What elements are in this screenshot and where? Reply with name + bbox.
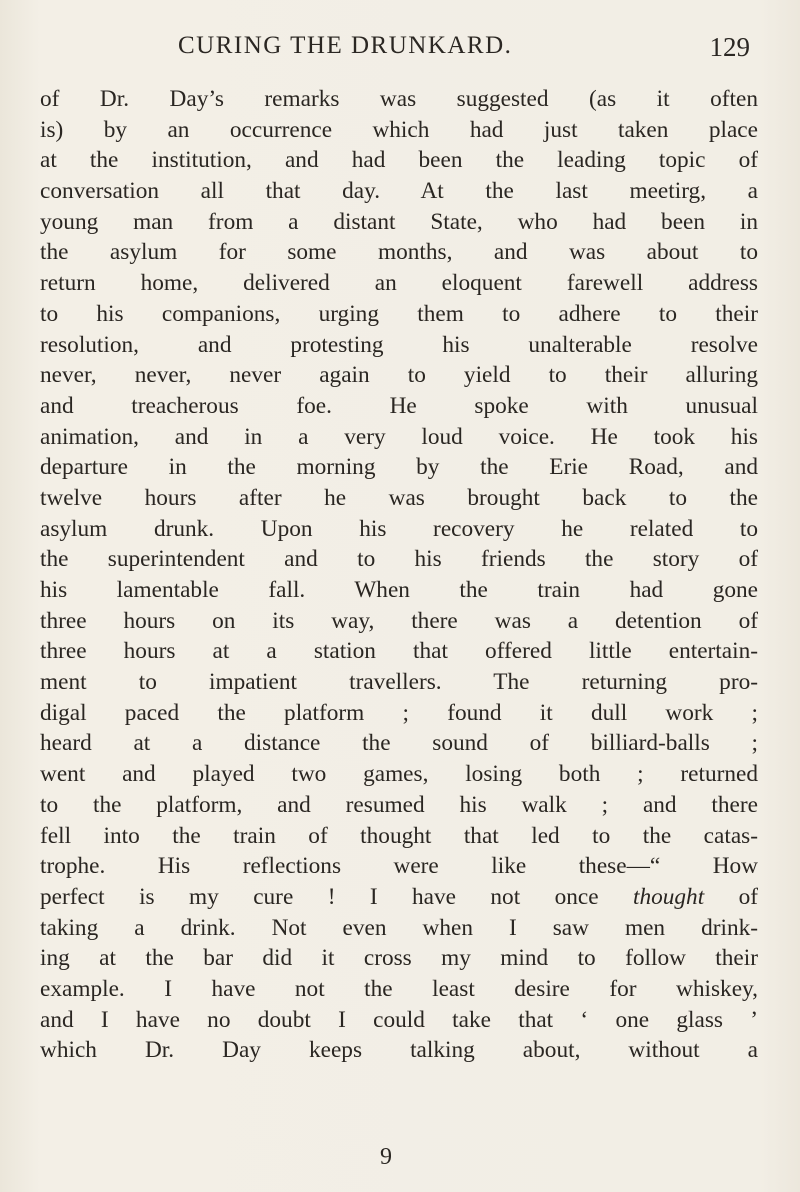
text-line: digal paced the platform ; found it dull work ; xyxy=(40,699,758,726)
text-line: departure in the morning by the Erie Road, and xyxy=(40,454,758,481)
running-head: CURING THE DRUNKARD. xyxy=(178,32,513,59)
text-line: three hours at a station that offered little entertain- xyxy=(40,638,758,665)
text-segment: of xyxy=(738,883,758,910)
text-line: example. I have not the least desire for whiskey, xyxy=(40,975,758,1002)
text-line: asylum drunk. Upon his recovery he related to xyxy=(40,515,758,542)
text-line: return home, delivered an eloquent farewell address xyxy=(40,270,758,297)
body-text xyxy=(40,84,758,1066)
text-line: fell into the train of thought that led to the catas- xyxy=(40,822,758,849)
text-line: his lamentable fall. When the train had gone xyxy=(40,577,758,603)
text-line: the superintendent and to his friends the story of xyxy=(40,546,758,573)
text-line: and I have no doubt I could take that ‘ one glass ’ xyxy=(40,1006,758,1033)
text-line: is) by an occurrence which had just taken place xyxy=(40,116,758,143)
text-line: the asylum for some months, and was about to xyxy=(40,239,758,266)
text-line: three hours on its way, there was a detention of xyxy=(40,607,758,634)
text-line: never, never, never again to yield to their alluring xyxy=(40,362,758,389)
page-number: 129 xyxy=(709,32,750,62)
text-line: which Dr. Day keeps talking about, without a xyxy=(40,1037,758,1064)
text-line: young man from a distant State, who had been in xyxy=(40,208,758,235)
text-line: went and played two games, losing both ; returned xyxy=(40,761,758,788)
text-line: trophe. His reflections were like these—“ How xyxy=(40,853,758,880)
text-line: of Dr. Day’s remarks was suggested (as it often xyxy=(40,86,758,112)
italic-word: thought xyxy=(632,883,705,910)
text-line-with-italic xyxy=(40,882,758,913)
text-line: taking a drink. Not even when I saw men drink- xyxy=(40,914,758,941)
text-line: resolution, and protesting his unalterable resolve xyxy=(40,331,758,358)
page-header xyxy=(178,32,750,66)
text-line: to the platform, and resumed his walk ; and there xyxy=(40,791,758,818)
text-line: heard at a distance the sound of billiard-balls ; xyxy=(40,730,758,757)
text-segment: perfect is my cure ! I have not once xyxy=(40,883,599,910)
text-line: at the institution, and had been the leading topic of xyxy=(40,147,758,174)
text-line: conversation all that day. At the last meetirg, a xyxy=(40,178,758,205)
text-line: to his companions, urging them to adhere to their xyxy=(40,300,758,327)
text-line: ing at the bar did it cross my mind to follow their xyxy=(40,945,758,972)
text-line: twelve hours after he was brought back to the xyxy=(40,484,758,511)
signature-mark: 9 xyxy=(380,1144,392,1170)
text-line: ment to impatient travellers. The returning pro- xyxy=(40,669,758,696)
text-line: and treacherous foe. He spoke with unusual xyxy=(40,392,758,419)
text-line: animation, and in a very loud voice. He took his xyxy=(40,423,758,450)
